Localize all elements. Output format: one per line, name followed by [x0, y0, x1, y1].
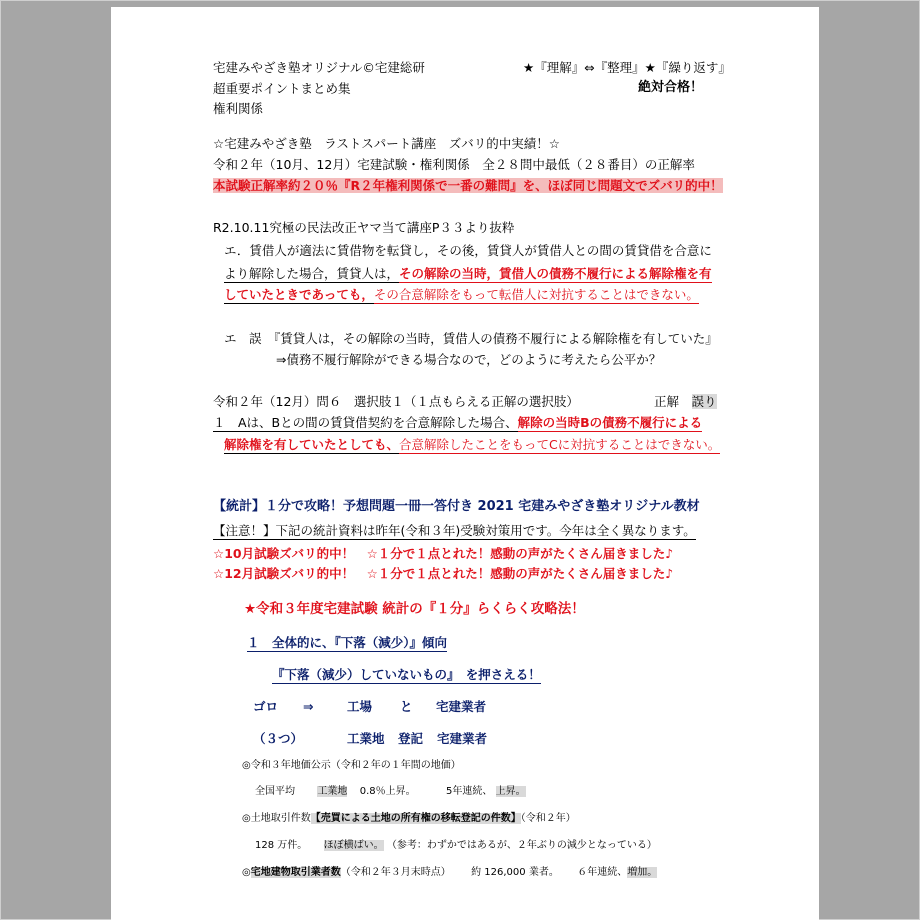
point1-text: １ 全体的に、『下落（減少）』傾向 — [247, 635, 448, 650]
answer-line — [224, 331, 718, 347]
stat3-trend: ６年連続、 — [577, 867, 628, 878]
goro2-registry: 登記 — [398, 731, 424, 746]
question-title: 令和２年（12月）問６ 選択肢１（１点もらえる正解の選択肢） — [213, 394, 579, 409]
stat2-title-b: 【売買による土地の所有権の移転登記の件数】 — [310, 813, 521, 824]
stat3-result: 増加。 — [627, 867, 658, 878]
stat1-change: 0.8％上昇。 — [359, 786, 416, 797]
exam-line: 令和２年（10月、12月）宅建試験・権利関係 全２８問中最低（２８番目）の正解率 — [213, 157, 695, 172]
stat1-row — [255, 785, 526, 798]
header-collection: 超重要ポイントまとめ集 — [213, 81, 351, 96]
stats-title: 【統計】１分で攻略！予想問題一冊一答付き 2021 宅建みやざき塾オリジナル教材 — [213, 499, 700, 514]
goro-word: ゴロ — [253, 699, 279, 714]
answer-note: ⇒債務不履行解除ができる場合なので，どのように考えたら公平か？ — [276, 352, 662, 367]
stat2-title — [242, 812, 576, 825]
stat1-trend: 5年連続、 — [446, 786, 493, 797]
header-pass-slogan: 絶対合格！ — [638, 80, 704, 95]
correct-value: 誤り — [691, 394, 717, 409]
item-e-line2-plain: より解除した場合，賃貸人は， — [224, 266, 400, 281]
highlight-line — [213, 178, 723, 194]
goro2-industrial: 工業地 — [347, 731, 385, 746]
stat2-title-a: ◎土地取引件数 — [242, 813, 311, 824]
item-e-line1: エ．賃借人が適法に賃借物を転貸し，その後，賃貸人が賃借人との間の賃貸借を合意に — [224, 243, 712, 258]
goro2-dealer: 宅建業者 — [437, 731, 488, 746]
document-page — [111, 7, 819, 920]
stat2-title-c: （令和２年） — [520, 813, 576, 824]
point1b-text: 『下落（減少）していないもの』 を押さえる！ — [272, 667, 541, 682]
goro-arrow: ⇒ — [303, 699, 314, 714]
star-line-october: ☆10月試験ズバリ的中！ ☆１分で１点とれた！感動の声がたくさん届きました♪ — [213, 546, 674, 561]
choice-line1-red: 解除の当時Bの債務不履行による — [517, 415, 703, 430]
source-line: R2.10.11究極の民法改正ヤマ当て講座P３３より抜粋 — [213, 220, 515, 235]
stat1-category: 工業地 — [317, 786, 348, 797]
stat3-count: 約 126,000 業者。 — [471, 867, 559, 878]
goro-dealer: 宅建業者 — [436, 699, 487, 714]
answer-text: 『賃貸人は，その解除の当時，賃借人の債務不履行による解除権を有していた』 — [274, 331, 718, 346]
choice-line2-red: 解除権を有していたとしても、 — [224, 437, 400, 452]
choice-line2-red2: 合意解除したことをもってCに対抗することはできない。 — [399, 437, 721, 452]
stat1-result: 上昇。 — [495, 786, 526, 797]
item-e-line3-red2: その合意解除をもって転借人に対抗することはできない。 — [373, 287, 699, 302]
stats-note-text: 【注意！】下記の統計資料は昨年(令和３年)受験対策用です。今年は全く異なります。 — [213, 523, 696, 538]
stat3-mark: ◎ — [242, 867, 251, 878]
stats-note — [213, 523, 696, 540]
choice-line1-plain: １ Aは、Bとの間の賃貸借契約を合意解除した場合、 — [213, 415, 518, 430]
item-e-line3 — [224, 287, 699, 304]
goro2-count: （３つ） — [253, 731, 304, 746]
stat2-row — [255, 839, 657, 852]
header-subject: 権利関係 — [213, 101, 264, 116]
goro-and: と — [400, 699, 413, 714]
choice-line2 — [224, 437, 720, 454]
strategy-heading: ★令和３年度宅建試験 統計の『１分』らくらく攻略法！ — [244, 601, 585, 617]
point1 — [247, 635, 447, 652]
stat2-count: 128 万件。 — [255, 840, 308, 851]
stat1-title: ◎令和３年地価公示（令和２年の１年間の地価） — [242, 760, 461, 771]
header-motto: ★『理解』⇔『整理』★『繰り返す』 — [523, 60, 731, 75]
star-title: ☆宅建みやざき塾 ラストスパート講座 ズバリ的中実績！☆ — [213, 136, 560, 151]
header-source: 宅建みやざき塾オリジナル©宅建総研 — [213, 60, 425, 75]
choice-line1 — [213, 415, 702, 432]
item-e-line2-red: その解除の当時，賃借人の債務不履行による解除権を有 — [399, 266, 712, 281]
item-e-line3-red: していたときであっても， — [224, 287, 374, 302]
highlight-text: 本試験正解率約２０％『R２年権利関係で一番の難問』を、ほぼ同じ問題文でズバリ的中！ — [213, 178, 723, 193]
stat2-note: （参考：わずかではあるが、２年ぶりの減少となっている） — [386, 840, 657, 851]
stat3-date: （令和２年３月末時点） — [340, 867, 451, 878]
item-e-line2 — [224, 266, 712, 283]
stat1-scope: 全国平均 — [255, 786, 295, 797]
point1b — [272, 667, 541, 684]
correct-answer — [654, 394, 717, 410]
stat3-title: 宅地建物取引業者数 — [250, 867, 341, 878]
stat2-result: ほぼ横ばい。 — [323, 840, 384, 851]
correct-label: 正解 — [654, 394, 680, 409]
goro-factory: 工場 — [347, 699, 373, 714]
star-line-december: ☆12月試験ズバリ的中！ ☆１分で１点とれた！感動の声がたくさん届きました♪ — [213, 566, 674, 581]
stat3-row — [242, 866, 657, 879]
answer-label: エ 誤 — [224, 331, 262, 346]
